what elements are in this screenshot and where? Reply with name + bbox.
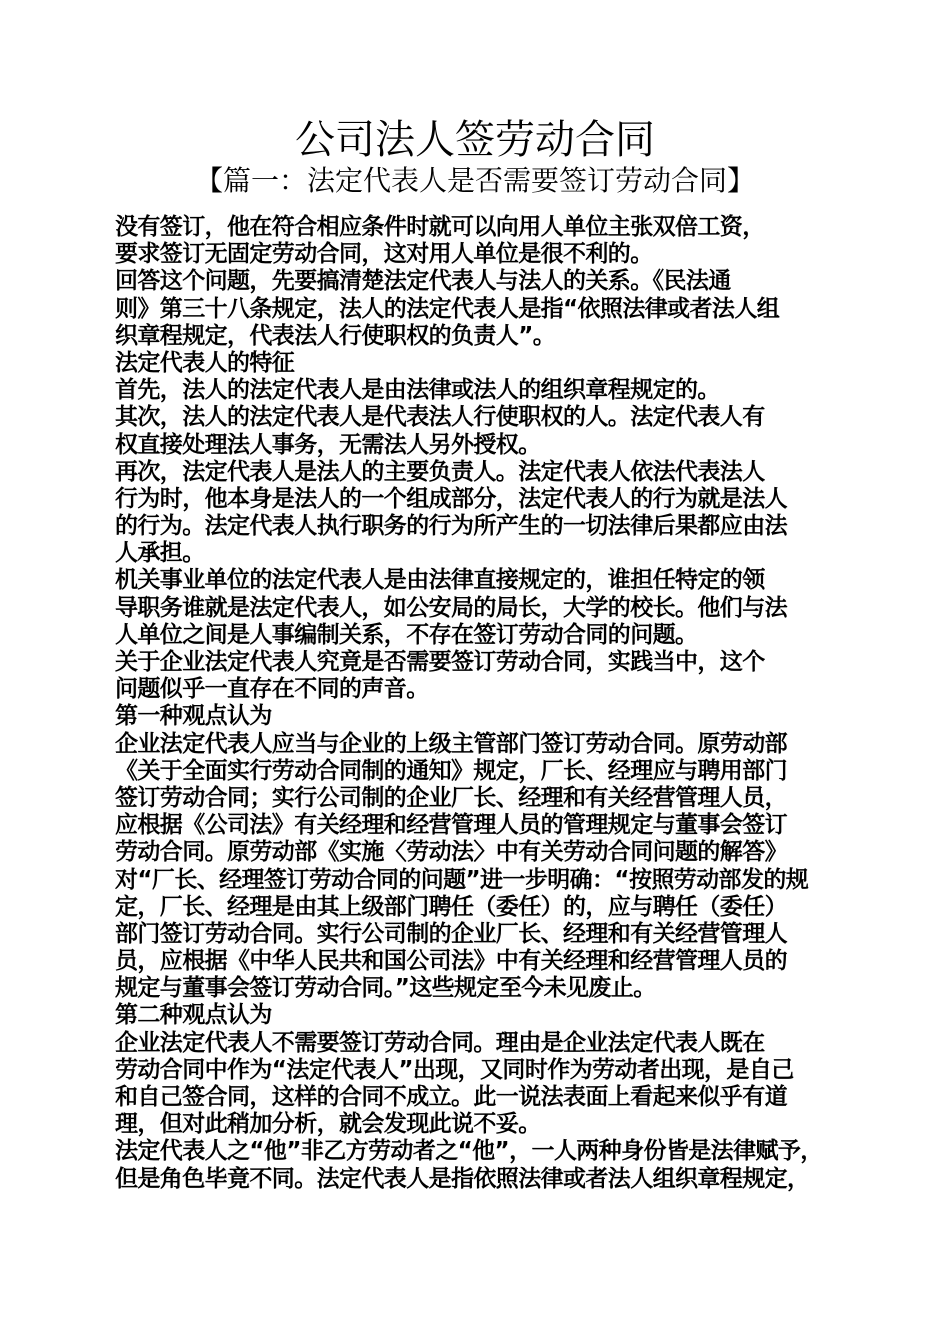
text-line: 法定代表人之“他”非乙方劳动者之“他”，一人两种身份皆是法律赋予， — [115, 1138, 823, 1165]
document-title: 公司法人签劳动合同 — [295, 117, 655, 163]
text-line: 导职务谁就是法定代表人，如公安局的局长，大学的校长。他们与法 — [115, 594, 788, 621]
text-line: 织章程规定，代表法人行使职权的负责人”。 — [115, 322, 556, 349]
text-line: 机关事业单位的法定代表人是由法律直接规定的，谁担任特定的领 — [115, 567, 765, 594]
document-body — [115, 214, 855, 1193]
text-line: 应根据《公司法》有关经理和经营管理人员的管理规定与董事会签订 — [115, 812, 788, 839]
text-line: 定，厂长、经理是由其上级部门聘任（委任）的，应与聘任（委任） — [115, 893, 788, 920]
document-subtitle: 【篇一：法定代表人是否需要签订劳动合同】 — [194, 164, 755, 197]
text-line: 法定代表人的特征 — [115, 349, 295, 376]
text-line: 回答这个问题，先要搞清楚法定代表人与法人的关系。《民法通 — [115, 268, 731, 295]
text-line: 员，应根据《中华人民共和国公司法》中有关经理和经营管理人员的 — [115, 948, 788, 975]
text-line: 人单位之间是人事编制关系，不存在签订劳动合同的问题。 — [115, 621, 698, 648]
text-line: 问题似乎一直存在不同的声音。 — [115, 676, 429, 703]
text-line: 其次，法人的法定代表人是代表法人行使职权的人。法定代表人有 — [115, 404, 765, 431]
text-line: 但是角色毕竟不同。法定代表人是指依照法律或者法人组织章程规定， — [115, 1165, 810, 1192]
text-line: 要求签订无固定劳动合同，这对用人单位是很不利的。 — [115, 241, 653, 268]
text-line: 关于企业法定代表人究竟是否需要签订劳动合同，实践当中，这个 — [115, 649, 765, 675]
text-line: 人承担。 — [115, 540, 205, 567]
text-line: 对“厂长、经理签订劳动合同的问题”进一步明确：“按照劳动部发的规 — [115, 866, 809, 893]
text-line: 规定与董事会签订劳动合同。”这些规定至今未见废止。 — [115, 975, 656, 1002]
text-line: 权直接处理法人事务，无需法人另外授权。 — [115, 431, 541, 458]
text-line: 再次，法定代表人是法人的主要负责人。法定代表人依法代表法人 — [115, 458, 765, 485]
text-line: 和自己签合同，这样的合同不成立。此一说法表面上看起来似乎有道 — [115, 1084, 788, 1110]
text-line: 第二种观点认为 — [115, 1002, 272, 1029]
text-line: 没有签订，他在符合相应条件时就可以向用人单位主张双倍工资， — [115, 214, 765, 240]
text-line: 签订劳动合同；实行公司制的企业厂长、经理和有关经营管理人员， — [115, 784, 788, 811]
text-line: 则》第三十八条规定，法人的法定代表人是指“依照法律或者法人组 — [115, 295, 780, 322]
text-line: 劳动合同。原劳动部《实施〈劳动法〉中有关劳动合同问题的解答》 — [115, 839, 788, 866]
text-line: 企业法定代表人应当与企业的上级主管部门签订劳动合同。原劳动部 — [115, 730, 788, 757]
text-line: 的行为。法定代表人执行职务的行为所产生的一切法律后果都应由法 — [115, 513, 788, 540]
text-line: 理，但对此稍加分析，就会发现此说不妥。 — [115, 1111, 541, 1138]
text-line: 第一种观点认为 — [115, 703, 272, 730]
text-line: 部门签订劳动合同。实行公司制的企业厂长、经理和有关经营管理人 — [115, 920, 788, 947]
text-line: 首先，法人的法定代表人是由法律或法人的组织章程规定的。 — [115, 377, 720, 404]
text-line: 《关于全面实行劳动合同制的通知》规定，厂长、经理应与聘用部门 — [115, 757, 788, 784]
text-line: 劳动合同中作为“法定代表人”出现，又同时作为劳动者出现，是自己 — [115, 1056, 794, 1083]
text-line: 企业法定代表人不需要签订劳动合同。理由是企业法定代表人既在 — [115, 1029, 765, 1056]
text-line: 行为时，他本身是法人的一个组成部分，法定代表人的行为就是法人 — [115, 485, 788, 512]
